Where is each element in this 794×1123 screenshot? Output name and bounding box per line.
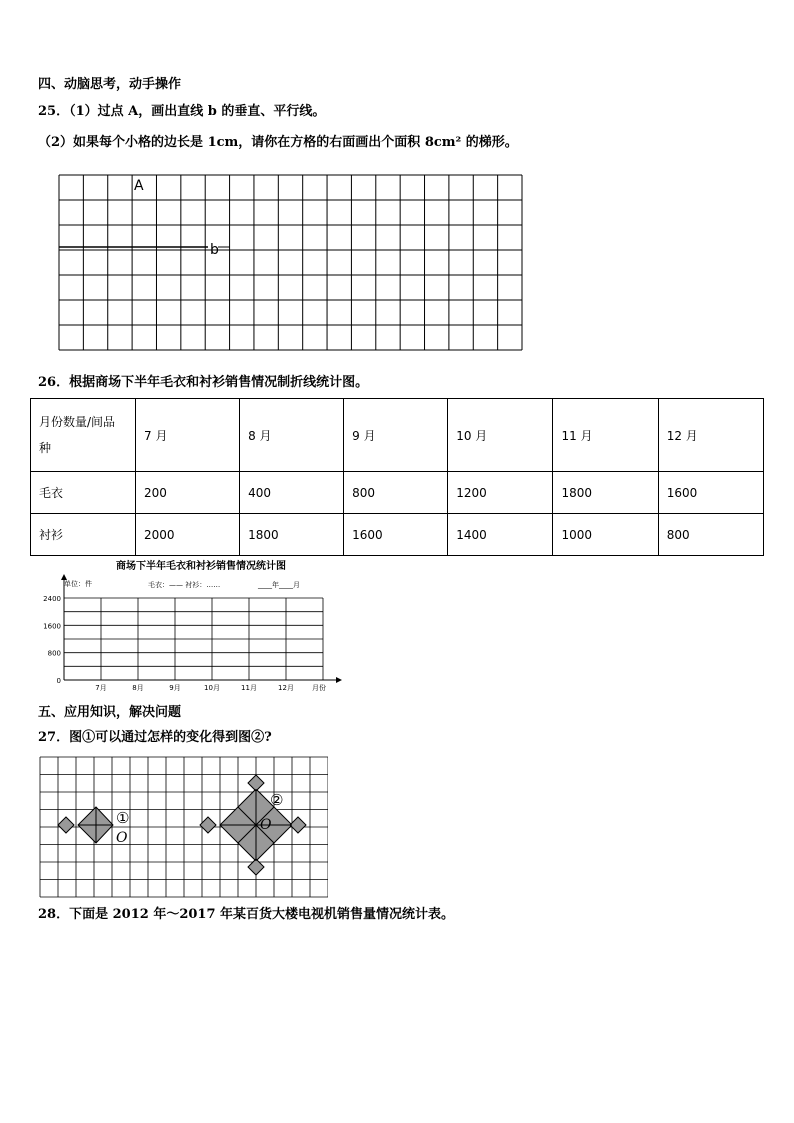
month-header: 8 月 bbox=[240, 399, 344, 472]
month-header: 11 月 bbox=[553, 399, 658, 472]
y-tick-label: 1600 bbox=[43, 622, 61, 631]
table-cell: 1800 bbox=[240, 514, 344, 556]
figure1-origin: O bbox=[116, 830, 128, 846]
x-tick-label: 10月 bbox=[204, 684, 220, 692]
chart-date: ____年____月 bbox=[258, 581, 300, 589]
figure1-small-square bbox=[58, 817, 74, 833]
figure2-label: ② bbox=[270, 791, 284, 809]
table-cell: 200 bbox=[136, 472, 240, 514]
q26-prompt: 26．根据商场下半年毛衣和衬衫销售情况制折线统计图。 bbox=[38, 375, 369, 390]
table-cell: 1800 bbox=[553, 472, 658, 514]
table-cell: 1200 bbox=[448, 472, 553, 514]
section-4-title: 四、动脑思考，动手操作 bbox=[38, 77, 182, 92]
table-cell: 1000 bbox=[553, 514, 658, 556]
month-header: 12 月 bbox=[658, 399, 763, 472]
q27-prompt: 27．图①可以通过怎样的变化得到图②? bbox=[38, 730, 272, 745]
chart-legend: 毛衣：—— 衬衫：…… bbox=[148, 581, 221, 589]
table-cell: 1600 bbox=[658, 472, 763, 514]
table-header-row bbox=[31, 399, 764, 472]
q28-prompt: 28．下面是 2012 年～2017 年某百货大楼电视机销售量情况统计表。 bbox=[38, 907, 455, 922]
x-tick-label: 11月 bbox=[241, 684, 257, 692]
chart-unit: 单位：件 bbox=[64, 580, 92, 588]
month-header: 10 月 bbox=[448, 399, 553, 472]
month-header: 9 月 bbox=[344, 399, 448, 472]
q25-line2: （2）如果每个小格的边长是 1cm，请你在方格的右面画出个面积 8cm² 的梯形。 bbox=[38, 135, 518, 150]
q25-grid bbox=[50, 168, 530, 358]
x-tick-label: 9月 bbox=[169, 684, 181, 692]
y-tick-label: 0 bbox=[56, 677, 61, 685]
y-tick-label: 800 bbox=[47, 649, 61, 658]
sales-line-chart bbox=[30, 556, 360, 698]
row-name: 衬衫 bbox=[31, 514, 136, 556]
y-tick-label: 2400 bbox=[43, 595, 61, 603]
table-cell: 1600 bbox=[344, 514, 448, 556]
row-name: 毛衣 bbox=[31, 472, 136, 514]
table-row bbox=[31, 472, 764, 514]
table-cell: 2000 bbox=[136, 514, 240, 556]
table-cell: 400 bbox=[240, 472, 344, 514]
figure2-small-top bbox=[248, 775, 264, 791]
q27-figure bbox=[38, 755, 328, 900]
point-a-label: A bbox=[134, 178, 144, 194]
q25-line1: 25．（1）过点 A，画出直线 b 的垂直、平行线。 bbox=[38, 104, 326, 119]
sales-table bbox=[30, 398, 764, 556]
table-cell: 800 bbox=[344, 472, 448, 514]
table-row bbox=[31, 514, 764, 556]
x-tick-label: 7月 bbox=[95, 684, 107, 692]
table-corner-cell: 月份数量/间品种 bbox=[31, 399, 136, 472]
table-cell: 800 bbox=[658, 514, 763, 556]
section-5-title: 五、应用知识，解决问题 bbox=[38, 705, 182, 720]
month-header: 7 月 bbox=[136, 399, 240, 472]
figure1-label: ① bbox=[116, 809, 130, 827]
figure2-small-bottom bbox=[248, 859, 264, 875]
x-tick-label: 12月 bbox=[278, 684, 294, 692]
x-tick-label: 8月 bbox=[132, 684, 144, 692]
x-axis-label: 月份 bbox=[312, 684, 326, 692]
figure2-origin: O bbox=[260, 817, 272, 833]
chart-title: 商场下半年毛衣和衬衫销售情况统计图 bbox=[116, 561, 286, 572]
line-b-label: b bbox=[210, 242, 219, 258]
table-cell: 1400 bbox=[448, 514, 553, 556]
